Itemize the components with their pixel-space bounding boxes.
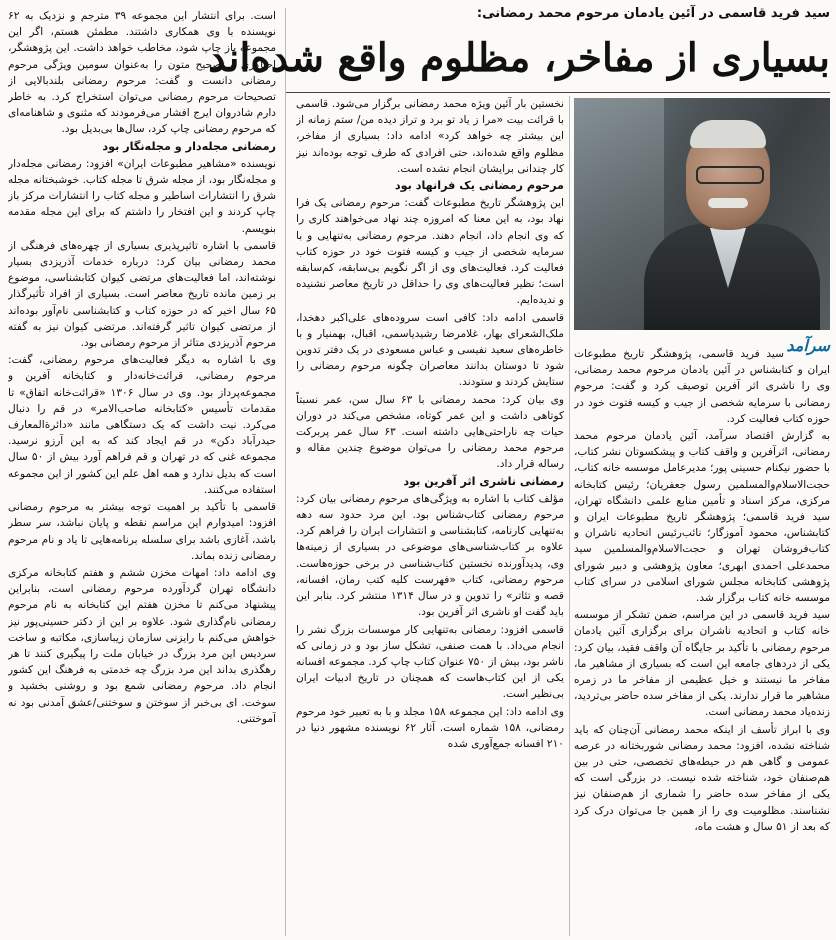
column-divider: [285, 8, 286, 936]
paragraph: وی ادامه داد: امهات مخزن ششم و هفتم کتابخانه مرکزی دانشگاه تهران گردآورده مرحوم رمضانی است، بنابراین پیشنهاد می‌کنم تا مخزن هفتم این کتابخانه به نام مرحوم رمضانی نام‌گذاری شود. علاوه بر این از دکتر حسینی‌پور نیز خواهش می‌کنم با رایزنی سازمان زیباسازی، مکاتبه و ساخت سردیس این مرد بزرگ در خیابان ملت را پیگیری کنند تا هر رهگذری بداند این مرد بزرگ چه خدمتی به فرهنگ این کشور انجام داد. مرحوم رمضانی شمع بود و روشنی بخشید و سوخت. ای بی‌خبر از سوختن و سوختنی/عشق آمدنی بود نه آموختنی.: [8, 566, 276, 725]
paragraph: قاسمی با اشاره تاثیرپذیری بسیاری از چهره‌های فرهنگی از محمد رمضانی بیان کرد: درباره خدمات آذریزدی بسیار نوشته‌اند، اما فعالیت‌های مرتضی کیوان کتابشناسی، موضوع بر زمین مانده تاریخ معاصر است. بسیاری از افراد تأثیرگذار ۶۵ سال اخیر که در حوزه کتاب و کتابشناسی نام‌آور بوده‌اند از مرتضی کیوان تاثیر گرفته‌اند. مرتضی کیوان نیز به گفته مرحوم آذریزدی متاثر از مرحوم رمضانی بود.: [8, 239, 276, 350]
subheading: مرحوم رمضانی یک فرانهاد بود: [394, 179, 564, 193]
paragraph: نویسنده «مشاهیر مطبوعات ایران» افزود: رمضانی مجله‌دار و مجله‌نگار بود، از مجله شرق تا مجله کتاب. خوشبختانه مجله شرق را انتشارات اساطیر و مجله کتاب را انتشارات مرکز باز چاپ کردند و این افتخار را داشتم که برای این مجله مقدمه بنویسم.: [8, 157, 276, 235]
subheading: رمضانی ناشری اثر آفرین بود: [403, 474, 564, 488]
paragraph: وی بیان کرد: محمد رمضانی با ۶۳ سال سن، عمر نسبتاً کوتاهی داشت و این عمر کوتاه، مشخص می‌کند در دوران حیات چه ناراحتی‌هایی داشته است. ۶۳ سال عمر پربرکت مرحوم محمد رمضانی را می‌توان موضوع چندین مقاله و رساله قرار داد.: [296, 393, 564, 471]
paragraph: است. برای انتشار این مجموعه ۳۹ مترجم و نزدیک به ۶۲ نویسنده با وی همکاری داشتند. مطمئن هستم، اگر این مجموعه باز چاپ شود، مخاطب خواهد داشت. این پژوهشگر، احیاگری و تصحیح متون را به‌عنوان سومین ویژگی مرحوم رمضانی دانست و گفت: مرحوم رمضانی بلندبالایی از تصحیحات مرحوم رمضانی می‌توان استخراج کرد. به خاطر دارم شادروان ایرج افشار می‌فرمودند که مثنوی و شاهنامه‌ای که مرحوم رمضانی چاپ کرد، سال‌ها بی‌بدیل بود.: [8, 10, 276, 136]
article-column-middle: [296, 96, 564, 936]
paragraph: سید فرید قاسمی، پژوهشگر تاریخ مطبوعات ایران و کتابشناس در آئین یادمان مرحوم محمد رمضانی، وی را ناشری اثر آفرین توصیف کرد و گفت: مرحوم رمضانی با سرمایه شخصی از جیب و کیسه فتوت خود در حوزه کتاب فعالیت کرد.: [574, 348, 830, 425]
paragraph: به گزارش اقتصاد سرآمد، آئین یادمان مرحوم محمد رمضانی، اثرآفرین و واقف کتاب و پیشکسوتان نشر کتاب، با حضور نیکنام حسینی پور؛ مدیرعامل موسسه خانه کتاب، حجت‌الاسلام‌والمسلمین رسول جعفریان؛ رئیس کتابخانه مرکزی، مرکز اسناد و تأمین منابع علمی دانشگاه تهران، سید فرید قاسمی؛ پژوهشگر تاریخ مطبوعات ایران و کتابشناس، محمود آموزگار؛ نائب‌رئیس اتحادیه ناشران و کتاب‌فروشان تهران و حجت‌الاسلام‌والمسلمین سید محمدعلی احمدی ابهری؛ معاون پژوهشی و دبیر شورای پژوهشی کتابخانه مجلس شورای اسلامی در سرای کتاب موسسه خانه کتاب برگزار شد.: [574, 430, 830, 605]
paragraph: قاسمی با تأکید بر اهمیت توجه بیشتر به مرحوم رمضانی افزود: امیدوارم این مراسم نقطه و پایان نباشد، سر سطر باشد، آغازی باشد برای سلسله برنامه‌هایی تا یاد و نام مرحوم رمضانی زنده بماند.: [8, 501, 276, 562]
headline-rule: [286, 92, 830, 93]
paragraph: قاسمی افزود: رمضانی به‌تنهایی کار موسسات بزرگ نشر را انجام می‌داد. با همت صنفی، تشکل ساز بود و در زمانی که ناشر بود، بیش از ۷۵۰ عنوان کتاب چاپ کرد. مجموعه افسانه یکی از این کتاب‌هاست که همچنان در تاریخ ادبیات ایران بی‌نظیر است.: [296, 623, 564, 701]
paragraph: مؤلف کتاب با اشاره به ویژگی‌های مرحوم رمضانی بیان کرد: مرحوم رمضانی کتاب‌شناس بود. این مرد حدود سه دهه به‌تنهایی کارنامه، کتابشناسی و انتشارات ایران را فراهم کرد. علاوه بر کتاب‌شناسی‌های موضوعی در بسیاری از زمینه‌ها وی، پدیدآورنده نخستین کتاب‌شناسی در برخی حوزه‌هاست. مرحوم رمضانی، کتاب «فهرست کلیه کتب رمان، افسانه، قصه و تئاتر» را تدوین و در سال ۱۳۱۴ منتشر کرد. بنابر این باید گفت او ناشری اثر آفرین بود.: [296, 492, 564, 619]
kicker: سید فرید قاسمی در آئین یادمان مرحوم محمد رمضانی:: [476, 6, 830, 21]
subheading: رمضانی مجله‌دار و مجله‌نگار بود: [102, 139, 276, 153]
paragraph: وی با ابراز تأسف از اینکه محمد رمضانی آن‌چنان که باید شناخته نشده، افزود: محمد رمضانی شوربختانه در عرصه عمومی و گاهی هم در حیطه‌های تخصصی، حتی در بین هم‌صنفان خود، شناخته شده نیست. در بزرگی است که یکی از مفاخر سده حاضر را شماری از هم‌صنفان نیز نشناسند. مظلومیت وی را از همین جا می‌توان درک کرد که بعد از ۵۱ سال و هشت ماه،: [574, 723, 830, 833]
paragraph: وی ادامه داد: این مجموعه ۱۵۸ مجلد و با به تعبیر خود مرحوم رمضانی، ۱۵۸ شماره است. آثار ۶۲ نویسنده مشهور دنیا در ۲۱۰ افسانه جمع‌آوری شده: [296, 705, 564, 750]
paragraph: این پژوهشگر تاریخ مطبوعات گفت: مرحوم رمضانی یک فرا نهاد بود، به این معنا که امروزه چند نهاد می‌خواهند کاری را که وی انجام داد، انجام دهند. مرحوم رمضانی به‌تنهایی و با سرمایه شخصی از جیب و کیسه فتوت خود در حوزه کتاب فعالیت کرد. فعالیت‌های وی از اگر نگویم بی‌سابقه، کم‌سابقه است؛ نظیر فعالیت‌های وی را حداقل در تاریخ معاصر نشنیده و ندیده‌ایم.: [296, 197, 564, 307]
publication-logo: سرآمد: [786, 336, 830, 355]
article-column-left: [8, 8, 276, 936]
article-column-right: [574, 346, 830, 936]
column-divider: [569, 96, 570, 936]
paragraph: سید فرید قاسمی در این مراسم، ضمن تشکر از موسسه خانه کتاب و اتحادیه ناشران برای برگزاری آئین یادمان مرحوم رمضانی با تأکید بر جایگاه آن واقف فقید، بیان کرد: یکی از دردهای جامعه این است که بسیاری از مشاهیر ما، مفاخر ما نیستند و خیل عظیمی از مفاخر ما در زمره مشاهیر ما قرار ندارند. یکی از مفاخر سده حاضر بی‌تردید، زنده‌یاد محمد رمضانی است.: [574, 609, 830, 719]
portrait-photo: [574, 98, 830, 330]
paragraph: وی با اشاره به دیگر فعالیت‌های مرحوم رمضانی، گفت: مرحوم رمضانی، قرائت‌خانه‌دار و کتابخانه آفرین و مجموعه‌پرداز بود. وی در سال ۱۳۰۶ «قرائت‌خانه اتفاق» تا مقدمات تأسیس «کتابخانه صاحب‌الامر» در قم را دنبال می‌کرد. نیت داشت که یک دستگاهی مانند «دائرةالمعارف حیدرآباد دکن» در قم ایجاد کند که به این آرزو نرسید. مجموعه غنی که در تهران و قم فراهم آورد بیش از ۵۰ سال است که بدیل ندارد و همه اهل علم این کشور از این مجموعه استفاده می‌کنند.: [8, 354, 276, 496]
paragraph: قاسمی ادامه داد: کافی است سروده‌های علی‌اکبر دهخدا، ملک‌الشعرای بهار، غلامرضا رشیدیاسمی، اقبال، بهمنیار و با خاطره‌های سعید نفیسی و عباس مسعودی در یک دفتر تدوین شود تا دوستان بدانند معاصران چگونه مرحوم رمضانی را ستایش کردند و ستودند.: [296, 311, 564, 389]
headline: بسیاری از مفاخر، مظلوم واقع شده‌اند: [208, 35, 830, 81]
paragraph: نخستین بار آئین ویژه محمد رمضانی برگزار می‌شود. قاسمی با قرائت بیت «مرا ز یاد تو برد و تراز دیده من/ ستم زمانه از این بیشتر چه خواهد کرد» ادامه داد: بسیاری از مفاخر، مظلوم واقع شده‌اند، حتی افرادی که طرف توجه بوده‌اند نیز کار چندانی برایشان انجام نشده است.: [296, 98, 564, 175]
